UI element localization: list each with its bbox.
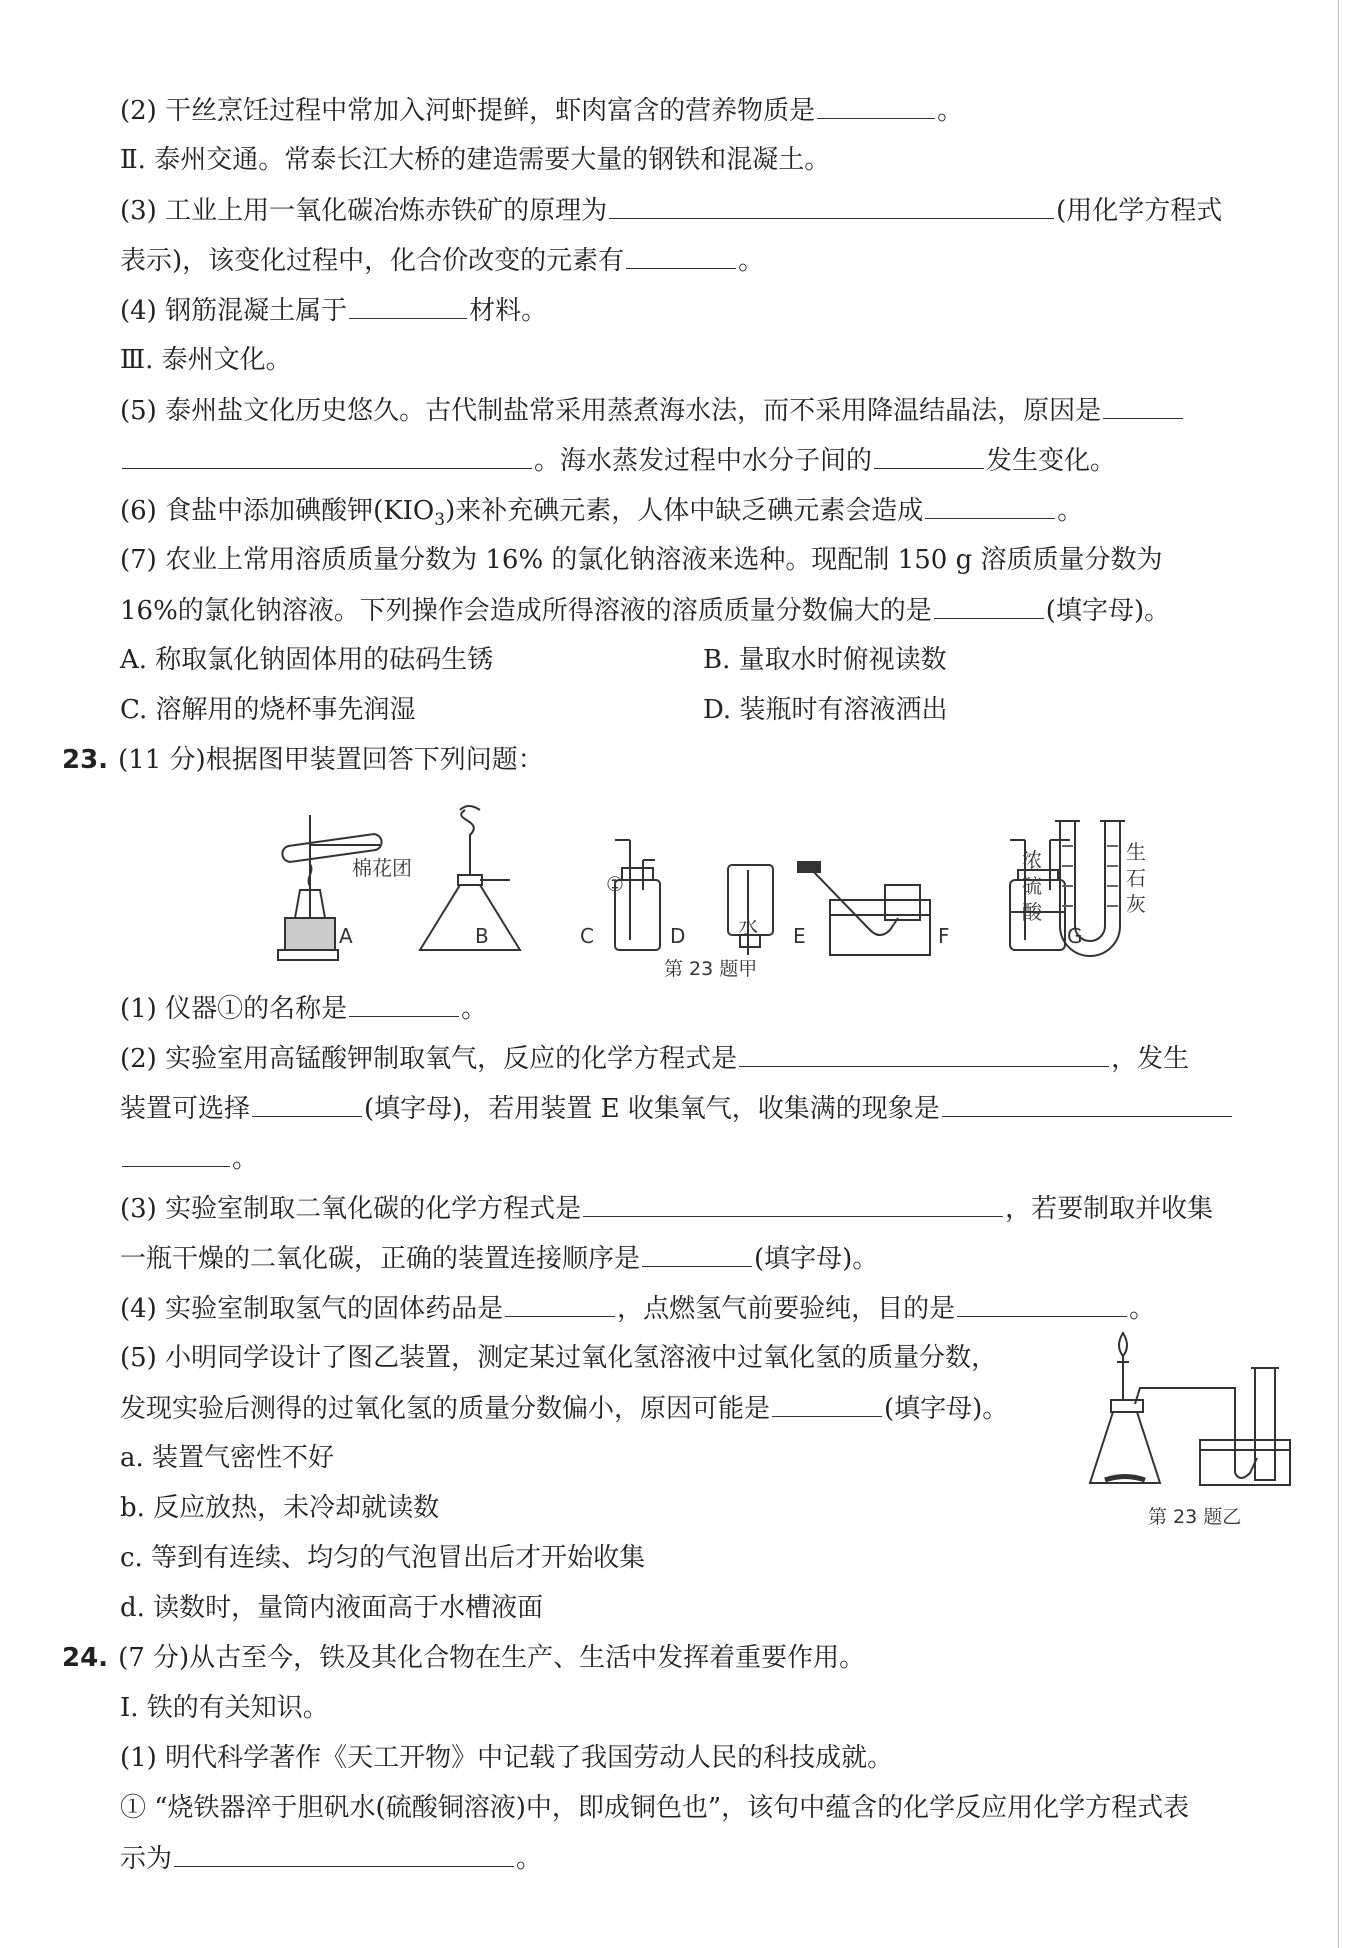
section-3-heading: Ⅲ. 泰州文化。 [120, 345, 292, 375]
q22-part7: (7) 农业上常用溶质质量分数为 16% 的氯化钠溶液来选种。现配制 150 g 溶质质量分数为 [120, 545, 1163, 575]
q22-part5-cont: 。海水蒸发过程中水分子间的 发生变化。 [120, 442, 1116, 479]
answer-blank[interactable] [1103, 392, 1183, 419]
q23-part1: (1) 仪器①的名称是 。 [120, 990, 487, 1027]
lime-label-2: 石 [1126, 866, 1146, 890]
conc-acid-label-1: 浓 [1022, 848, 1042, 872]
answer-blank[interactable] [349, 990, 459, 1017]
q23-part2: (2) 实验室用高锰酸钾制取氧气，反应的化学方程式是 ，发生 [120, 1040, 1189, 1077]
figure-yi-apparatus [1085, 1328, 1315, 1498]
q24-part1-a: ① “烧铁器淬于胆矾水(硫酸铜溶液)中，即成铜色也”，该句中蕴含的化学反应用化学方程式表 [120, 1793, 1190, 1823]
option-5b: b. 反应放热，未冷却就读数 [120, 1493, 440, 1523]
label-A: A [339, 924, 353, 948]
q23-part3: (3) 实验室制取二氧化碳的化学方程式是 ，若要制取并收集 [120, 1190, 1213, 1227]
question-number: 23. [62, 745, 109, 775]
answer-blank[interactable] [942, 1090, 1232, 1117]
option-5a: a. 装置气密性不好 [120, 1443, 335, 1473]
u-tube-drawing [1050, 806, 1130, 976]
q22-part2: (2) 干丝烹饪过程中常加入河虾提鲜，虾肉富含的营养物质是 。 [120, 92, 963, 129]
option-7A: A. 称取氯化钠固体用的砝码生锈 [120, 645, 494, 675]
page-edge [1338, 0, 1339, 1948]
q23-part2-cont: 装置可选择 (填字母)，若用装置 E 收集氧气，收集满的现象是 [120, 1090, 1234, 1127]
answer-blank[interactable] [957, 1290, 1127, 1317]
label-B: B [475, 924, 489, 948]
label-C: C [580, 924, 594, 948]
q22-part4: (4) 钢筋混凝土属于 材料。 [120, 292, 547, 329]
answer-blank[interactable] [122, 442, 532, 469]
option-7B: B. 量取水时俯视读数 [703, 645, 947, 675]
q23-part2-end: 。 [120, 1140, 258, 1177]
water-label: 水 [738, 914, 758, 938]
lime-label-1: 生 [1126, 840, 1146, 864]
answer-blank[interactable] [772, 1390, 882, 1417]
q22-part3: (3) 工业上用一氧化碳冶炼赤铁矿的原理为 (用化学方程式 [120, 192, 1222, 229]
answer-blank[interactable] [626, 242, 736, 269]
option-7D: D. 装瓶时有溶液洒出 [703, 695, 948, 725]
answer-blank[interactable] [174, 1840, 514, 1867]
answer-blank[interactable] [122, 1140, 230, 1167]
q22-part3-cont: 表示)，该变化过程中，化合价改变的元素有 。 [120, 242, 764, 279]
answer-blank[interactable] [505, 1290, 615, 1317]
answer-blank[interactable] [934, 592, 1044, 619]
figure-jia-caption: 第 23 题甲 [664, 958, 758, 980]
q23-part3-cont: 一瓶干燥的二氧化碳，正确的装置连接顺序是 (填字母)。 [120, 1240, 878, 1277]
answer-blank[interactable] [583, 1190, 1003, 1217]
lime-label-3: 灰 [1126, 892, 1146, 916]
q24-heading: 24. (7 分)从古至今，铁及其化合物在生产、生活中发挥着重要作用。 [62, 1643, 866, 1673]
label-E: E [793, 924, 806, 948]
q22-part6: (6) 食盐中添加碘酸钾$(KIO_3)$来补充碘元素，人体中缺乏碘元素会造成 。 [120, 492, 1083, 538]
q23-heading: 23. (11 分)根据图甲装置回答下列问题： [62, 745, 544, 775]
answer-blank[interactable] [817, 92, 935, 119]
answer-blank[interactable] [642, 1240, 752, 1267]
label-G: G [1067, 924, 1083, 948]
conc-acid-label-2: 硫 [1022, 874, 1042, 898]
answer-blank[interactable] [609, 192, 1054, 219]
q24-part1-b: 示为 。 [120, 1840, 542, 1877]
answer-blank[interactable] [739, 1040, 1109, 1067]
q23-part4: (4) 实验室制取氢气的固体药品是 ，点燃氢气前要验纯，目的是 。 [120, 1290, 1155, 1327]
label-F: F [938, 924, 950, 948]
cotton-label: 棉花团 [352, 856, 412, 880]
q23-part5-cont: 发现实验后测得的过氧化氢的质量分数偏小，原因可能是 (填字母)。 [120, 1390, 1008, 1427]
answer-blank[interactable] [874, 442, 984, 469]
label-D: D [670, 924, 686, 948]
q22-part5: (5) 泰州盐文化历史悠久。古代制盐常采用蒸煮海水法，而不采用降温结晶法，原因是 [120, 392, 1185, 429]
q23-part5: (5) 小明同学设计了图乙装置，测定某过氧化氢溶液中过氧化氢的质量分数， [120, 1343, 998, 1373]
figure-yi-caption: 第 23 题乙 [1148, 1506, 1242, 1528]
answer-blank[interactable] [349, 292, 467, 319]
question-number: 24. [62, 1643, 109, 1673]
option-7C: C. 溶解用的烧杯事先润湿 [120, 695, 416, 725]
figure-jia-apparatus [270, 800, 1130, 980]
option-5d: d. 读数时，量筒内液面高于水槽液面 [120, 1593, 544, 1623]
q22-part7-cont: 16%的氯化钠溶液。下列操作会造成所得溶液的溶质质量分数偏大的是 (填字母)。 [120, 592, 1170, 629]
q24-part1: (1) 明代科学著作《天工开物》中记载了我国劳动人民的科技成就。 [120, 1743, 894, 1773]
answer-blank[interactable] [925, 492, 1055, 519]
option-5c: c. 等到有连续、均匀的气泡冒出后才开始收集 [120, 1543, 646, 1573]
conc-acid-label-3: 酸 [1022, 900, 1042, 924]
q24-section-1: Ⅰ. 铁的有关知识。 [120, 1693, 329, 1723]
circle-one-label: ① [606, 872, 624, 896]
section-2-heading: Ⅱ. 泰州交通。常泰长江大桥的建造需要大量的钢铁和混凝土。 [120, 145, 831, 175]
answer-blank[interactable] [252, 1090, 362, 1117]
